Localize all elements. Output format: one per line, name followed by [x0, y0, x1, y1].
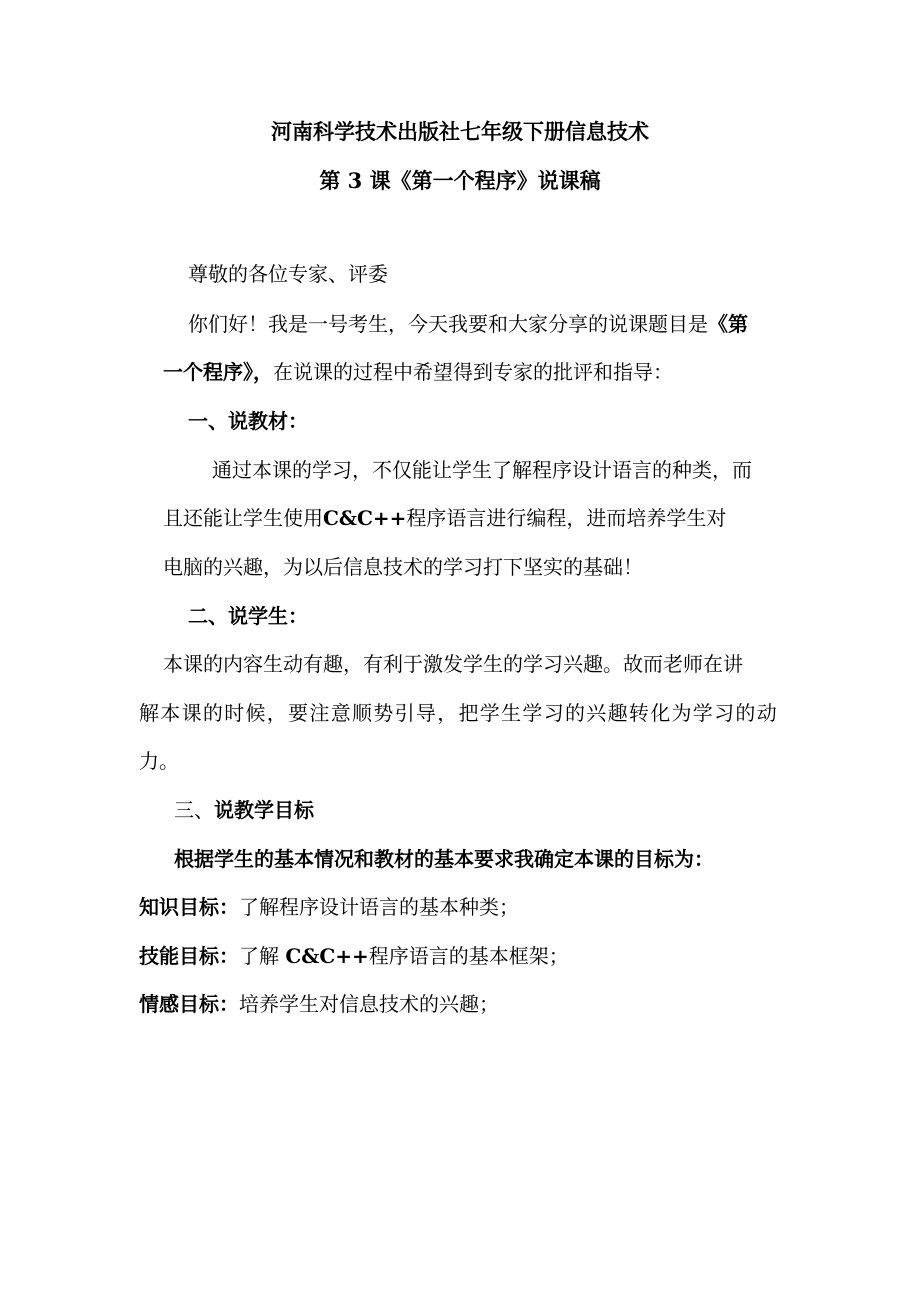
goal-label: 知识目标： [139, 895, 239, 919]
intro-lesson-title-end: 一个程序》， [163, 360, 273, 384]
goal-skill [139, 946, 569, 966]
intro-lesson-title-start: 《第 [708, 312, 748, 336]
goals-lead: 根据学生的基本情况和教材的基本要求我确定本课的目标为： [174, 847, 714, 871]
section-number: 三、 [174, 798, 214, 822]
section-title: 说教学目标 [214, 798, 314, 822]
section-heading-textbook: 一、说教材： [188, 409, 308, 433]
section-heading-goals [174, 800, 314, 820]
document-title: 河南科学技术出版社七年级下册信息技术 [271, 119, 649, 144]
goal-label: 技能目标： [139, 944, 239, 968]
goal-text: 培养学生对信息技术的兴趣； [239, 992, 499, 1016]
goal-text-end: 程序语言的基本框架； [368, 944, 569, 968]
textbook-text-end: 程序语言进行编程，进而培养学生对 [406, 506, 727, 530]
textbook-text: 且还能让学生使用 [163, 506, 323, 530]
goal-text: 了解 [239, 944, 286, 968]
intro-text: 你们好！我是一号考生，今天我要和大家分享的说课题目是 [188, 312, 708, 336]
intro-line-1 [188, 314, 748, 334]
students-paragraph-line-3: 力。 [139, 749, 179, 773]
students-paragraph-line-2: 解本课的时候，要注意顺势引导，把学生学习的兴趣转化为学习的动 [139, 701, 778, 725]
goal-label: 情感目标： [139, 992, 239, 1016]
intro-text-end: 在说课的过程中希望得到专家的批评和指导： [273, 360, 673, 384]
language-name: C&C++ [323, 506, 407, 530]
students-paragraph-line-1: 本课的内容生动有趣，有利于激发学生的学习兴趣。故而老师在讲 [163, 652, 743, 676]
goal-emotion [139, 994, 499, 1014]
textbook-paragraph-line-1: 通过本课的学习，不仅能让学生了解程序设计语言的种类，而 [212, 458, 752, 482]
goal-text: 了解程序设计语言的基本种类； [239, 895, 519, 919]
document-subtitle: 第 3 课《第一个程序》说课稿 [319, 168, 601, 193]
greeting: 尊敬的各位专家、评委 [188, 262, 388, 286]
language-name: C&C++ [285, 944, 369, 968]
goal-knowledge [139, 897, 519, 917]
section-heading-students: 二、说学生： [188, 604, 308, 628]
intro-line-2 [163, 362, 673, 382]
textbook-paragraph-line-3: 电脑的兴趣，为以后信息技术的学习打下坚实的基础！ [163, 555, 643, 579]
textbook-paragraph-line-2 [163, 508, 726, 528]
